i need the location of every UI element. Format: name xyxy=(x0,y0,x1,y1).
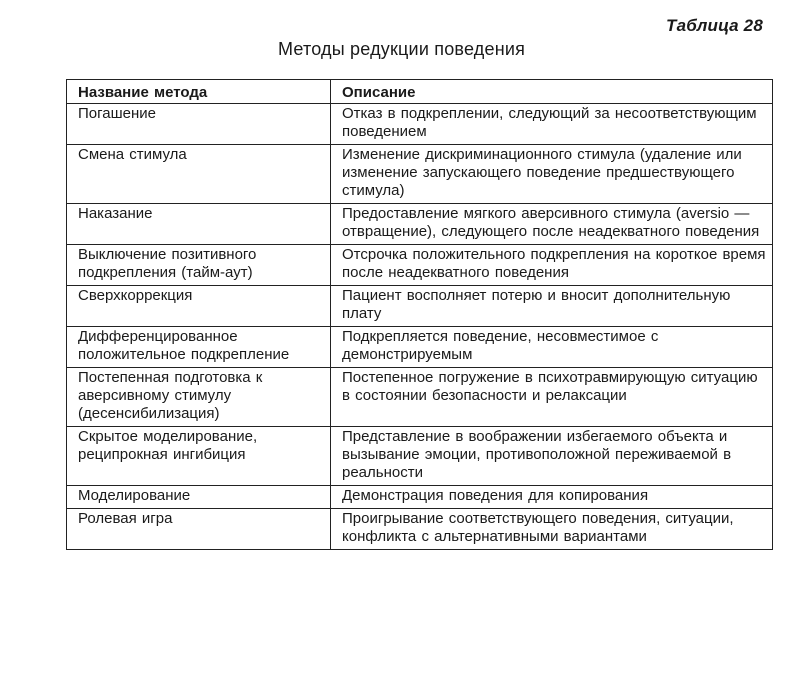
description-cell: Постепенное погружение в психотравмирующую ситуацию в состоянии безопасности и релаксации xyxy=(331,368,773,427)
column-header-method: Название метода xyxy=(67,80,331,104)
method-cell: Ролевая игра xyxy=(67,509,331,550)
description-cell: Подкрепляется поведение, несовместимое с демонстрируемым xyxy=(331,327,773,368)
method-cell: Постепенная подготовка к аверсивному стимулу (десенсибилизация) xyxy=(67,368,331,427)
description-cell: Отсрочка положительного подкрепления на короткое время после неадекватного поведения xyxy=(331,245,773,286)
description-cell: Проигрывание соответствующего поведения, ситуации, конфликта с альтернативными вариантами xyxy=(331,509,773,550)
table-title: Методы редукции поведения xyxy=(277,39,526,59)
table-row xyxy=(67,245,773,286)
column-header-description: Описание xyxy=(331,80,773,104)
method-cell: Скрытое моделирование, реципрокная ингибиция xyxy=(67,427,331,486)
table-row xyxy=(67,204,773,245)
methods-table xyxy=(66,79,773,550)
table-row xyxy=(67,486,773,509)
method-cell: Погашение xyxy=(67,104,331,145)
table-row xyxy=(67,509,773,550)
description-cell: Пациент восполняет потерю и вносит дополнительную плату xyxy=(331,286,773,327)
method-cell: Сверхкоррекция xyxy=(67,286,331,327)
table-row xyxy=(67,327,773,368)
description-cell: Демонстрация поведения для копирования xyxy=(331,486,773,509)
table-row xyxy=(67,145,773,204)
method-cell: Наказание xyxy=(67,204,331,245)
table-row xyxy=(67,427,773,486)
description-cell: Представление в воображении избегаемого объекта и вызывание эмоции, противоположной переживаемой в реальности xyxy=(331,427,773,486)
description-cell: Предоставление мягкого аверсивного стимула (aversio — отвращение), следующего после неадекватного поведения xyxy=(331,204,773,245)
table-row xyxy=(67,286,773,327)
method-cell: Моделирование xyxy=(67,486,331,509)
header-row xyxy=(67,80,773,104)
method-cell: Смена стимула xyxy=(67,145,331,204)
description-cell: Изменение дискриминационного стимула (удаление или изменение запускающего поведение предшествующего стимула) xyxy=(331,145,773,204)
table-row xyxy=(67,104,773,145)
table-number: Таблица 28 xyxy=(666,16,763,35)
table-row xyxy=(67,368,773,427)
description-cell: Отказ в подкреплении, следующий за несоответствующим поведением xyxy=(331,104,773,145)
method-cell: Дифференцированное положительное подкрепление xyxy=(67,327,331,368)
method-cell: Выключение позитивного подкрепления (тайм-аут) xyxy=(67,245,331,286)
